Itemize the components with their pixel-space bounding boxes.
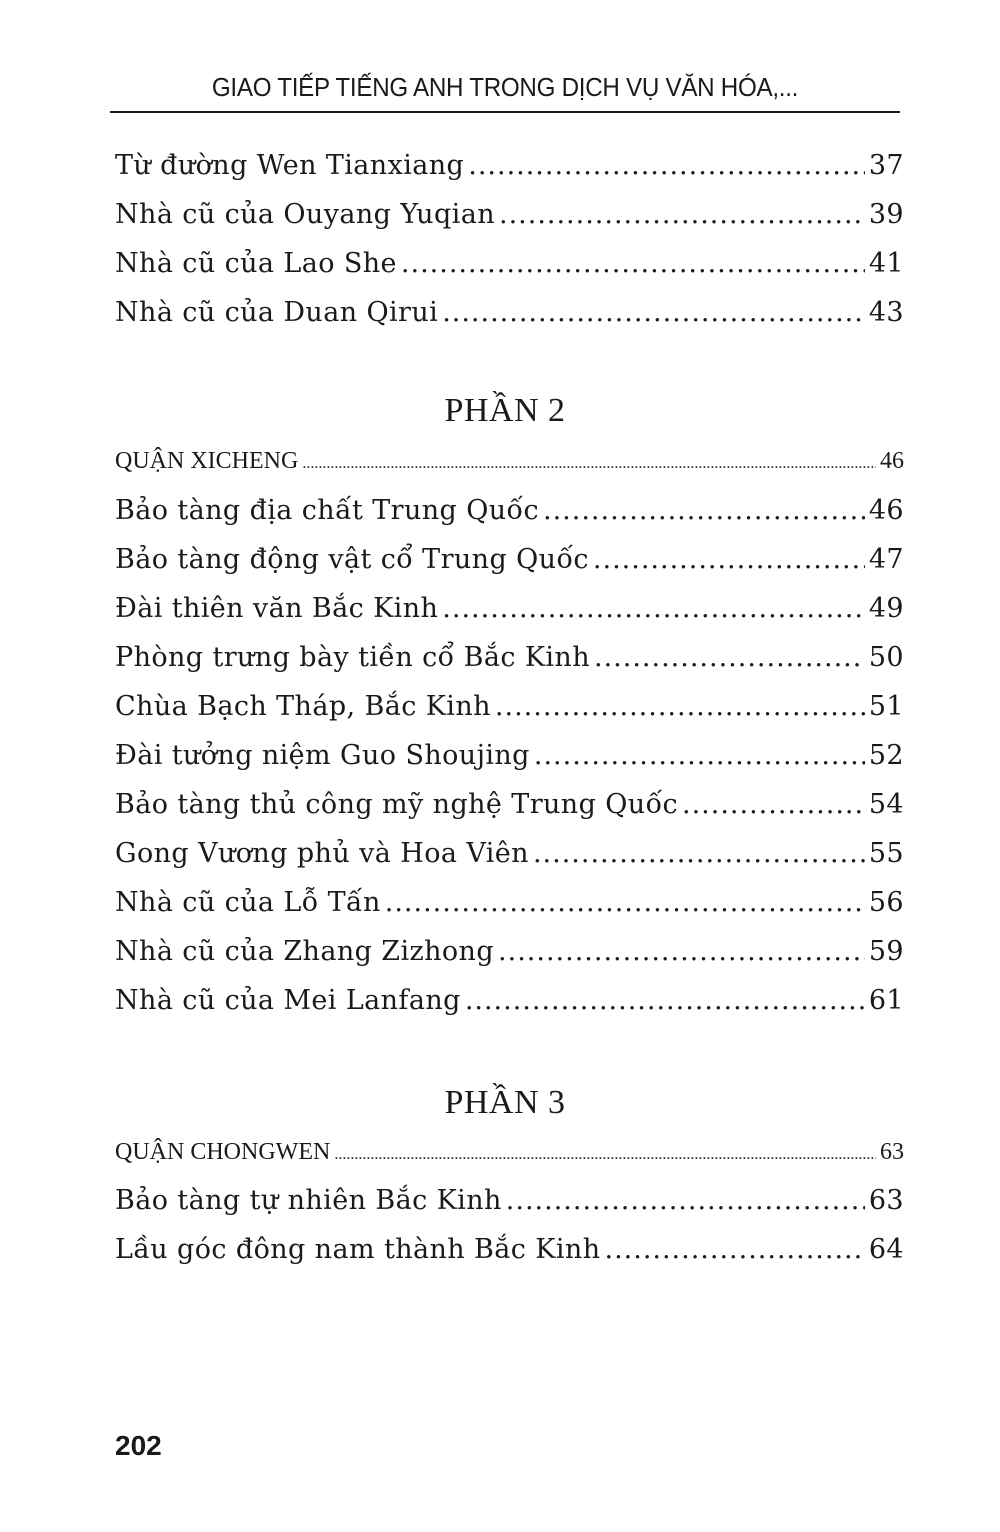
toc-entry (115, 887, 904, 927)
toc-entry-page: 54 (868, 789, 904, 820)
toc-entry-title: Chùa Bạch Tháp, Bắc Kinh (115, 691, 491, 722)
dot-leader (385, 887, 865, 918)
toc-entry-page: 61 (868, 985, 904, 1016)
part-heading: PHẦN 2 (444, 392, 566, 429)
toc-entry-title: Nhà cũ của Duan Qirui (115, 297, 439, 328)
toc-entry-page: 64 (868, 1234, 904, 1265)
toc-entry-page: 63 (868, 1185, 904, 1216)
toc-entry-title: Gong Vương phủ và Hoa Viên (115, 838, 529, 869)
toc-entry-page: 56 (868, 887, 904, 918)
toc-entry-title: Từ đường Wen Tianxiang (115, 150, 465, 181)
dot-leader (533, 838, 865, 869)
toc-entry (115, 1185, 904, 1225)
dot-leader (543, 495, 865, 526)
toc-entry-title: Bảo tàng thủ công mỹ nghệ Trung Quốc (115, 789, 679, 820)
dot-leader (604, 1234, 864, 1265)
toc-entry-title: Nhà cũ của Mei Lanfang (115, 985, 461, 1016)
toc-entry-page: 50 (868, 642, 904, 673)
toc-entry-title: Bảo tàng tự nhiên Bắc Kinh (115, 1185, 502, 1216)
dot-leader (442, 593, 865, 624)
toc-entry-page: 46 (868, 495, 904, 526)
toc-entry-page: 52 (868, 740, 904, 771)
toc-entry-page: 59 (868, 936, 904, 967)
toc-district-entry (115, 1139, 904, 1179)
toc-district-title: QUẬN XICHENG (115, 448, 299, 474)
dot-leader (594, 642, 865, 673)
toc-entry (115, 593, 904, 633)
dot-leader (682, 789, 865, 820)
toc-entry-page: 47 (868, 544, 904, 575)
toc-entry (115, 789, 904, 829)
toc-entry-title: Nhà cũ của Lỗ Tấn (115, 887, 381, 918)
dot-leader (401, 248, 865, 279)
dot-leader (506, 1185, 865, 1216)
toc-entry-title: Lầu góc đông nam thành Bắc Kinh (115, 1234, 601, 1265)
toc-entry-title: Bảo tàng động vật cổ Trung Quốc (115, 544, 589, 575)
toc-district-page: 63 (880, 1139, 904, 1165)
header-rule (110, 111, 900, 113)
toc-entry (115, 248, 904, 288)
toc-entry-page: 39 (868, 199, 904, 230)
toc-entry-page: 43 (868, 297, 904, 328)
toc-district-entry (115, 448, 904, 488)
toc-entry (115, 544, 904, 584)
toc-entry-page: 51 (868, 691, 904, 722)
part-heading: PHẦN 3 (444, 1084, 566, 1121)
dot-leader (534, 740, 865, 771)
page-number: 202 (115, 1430, 162, 1461)
toc-entry-page: 55 (868, 838, 904, 869)
toc-entry (115, 150, 904, 190)
toc-entry-page: 41 (868, 248, 904, 279)
toc-district-title: QUẬN CHONGWEN (115, 1139, 331, 1165)
dot-leader (593, 544, 865, 575)
toc-entry (115, 199, 904, 239)
toc-entry-title: Nhà cũ của Ouyang Yuqian (115, 199, 495, 230)
toc-entry-title: Bảo tàng địa chất Trung Quốc (115, 495, 539, 526)
toc-entry (115, 642, 904, 682)
toc-entry-page: 49 (868, 593, 904, 624)
dot-leader (495, 691, 865, 722)
toc-entry-title: Nhà cũ của Lao She (115, 248, 397, 279)
toc-entry-title: Nhà cũ của Zhang Zizhong (115, 936, 495, 967)
toc-entry-page: 37 (868, 150, 904, 181)
dot-leader (302, 455, 876, 473)
dot-leader (468, 150, 865, 181)
toc-entry (115, 985, 904, 1025)
toc-entry-title: Đài thiên văn Bắc Kinh (115, 593, 439, 624)
dot-leader (442, 297, 865, 328)
dot-leader (334, 1146, 876, 1164)
running-header-title: GIAO TIẾP TIẾNG ANH TRONG DỊCH VỤ VĂN HÓA,... (211, 72, 799, 102)
toc-district-page: 46 (880, 448, 904, 474)
dot-leader (465, 985, 865, 1016)
toc-entry-title: Phòng trưng bày tiền cổ Bắc Kinh (115, 642, 591, 673)
toc-entry (115, 1234, 904, 1274)
toc-entry (115, 838, 904, 878)
toc-entry (115, 495, 904, 535)
toc-entry (115, 691, 904, 731)
toc-entry (115, 740, 904, 780)
dot-leader (499, 199, 865, 230)
dot-leader (498, 936, 865, 967)
toc-entry (115, 936, 904, 976)
toc-entry-title: Đài tưởng niệm Guo Shoujing (115, 740, 530, 771)
toc-entry (115, 297, 904, 337)
